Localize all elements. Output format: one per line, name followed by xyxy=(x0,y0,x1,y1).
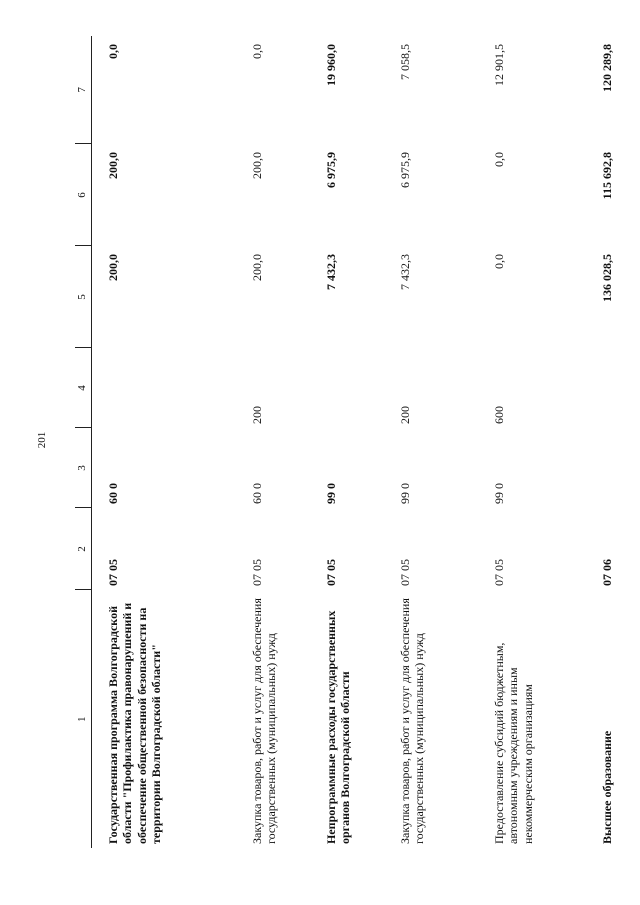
row-name: Непрограммные расходы государственных органов Волгоградской области xyxy=(324,610,353,844)
table-row xyxy=(394,36,478,848)
value-col7: 120 289,8 xyxy=(600,44,614,92)
value-col6: 115 692,8 xyxy=(600,152,614,200)
row-name: Высшее образование xyxy=(600,730,614,844)
value-col5: 7 432,3 xyxy=(398,254,412,290)
value-col7: 0,0 xyxy=(106,44,120,59)
value-col6: 200,0 xyxy=(250,152,264,179)
page-number: 201 xyxy=(36,431,48,449)
value-col5: 0,0 xyxy=(492,254,506,269)
value-col5: 200,0 xyxy=(250,254,264,281)
table-row xyxy=(478,36,592,848)
expense-type xyxy=(320,348,394,428)
rotated-table-container xyxy=(75,36,614,848)
row-name: Предоставление субсидий бюджетным, автономным учреждениям и иным некоммерческим организациям xyxy=(492,642,535,844)
value-col6: 6 975,9 xyxy=(324,152,338,188)
expense-type: 200 xyxy=(250,406,264,424)
column-header: 2 xyxy=(75,508,92,590)
expense-type: 600 xyxy=(492,406,506,424)
column-header: 7 xyxy=(75,36,92,144)
section-code: 07 05 xyxy=(492,559,506,586)
section-code: 07 05 xyxy=(324,559,338,586)
target-code: 60 0 xyxy=(106,483,120,504)
value-col7: 7 058,5 xyxy=(398,44,412,80)
value-col7: 0,0 xyxy=(250,44,264,59)
value-col7: 12 901,5 xyxy=(492,44,506,86)
section-code: 07 05 xyxy=(250,559,264,586)
section-code: 07 06 xyxy=(600,559,614,586)
budget-table xyxy=(75,36,640,848)
expense-type xyxy=(92,348,237,428)
target-code: 99 0 xyxy=(492,483,506,504)
column-header: 1 xyxy=(75,590,92,848)
column-header: 3 xyxy=(75,428,92,508)
value-col6: 200,0 xyxy=(106,152,120,179)
table-row xyxy=(592,36,640,848)
target-code: 99 0 xyxy=(324,483,338,504)
expense-type xyxy=(592,348,640,428)
table-row xyxy=(92,36,237,848)
value-col7: 19 960,0 xyxy=(324,44,338,86)
table-row xyxy=(320,36,394,848)
section-code: 07 05 xyxy=(106,559,120,586)
table-row xyxy=(236,36,320,848)
column-number-row xyxy=(75,36,92,848)
row-name: Закупка товаров, работ и услуг для обеспечения государственных (муниципальных) нужд xyxy=(398,598,427,844)
value-col6: 6 975,9 xyxy=(398,152,412,188)
column-header: 6 xyxy=(75,144,92,246)
row-name: Закупка товаров, работ и услуг для обеспечения государственных (муниципальных) нужд xyxy=(250,598,279,844)
value-col6: 0,0 xyxy=(492,152,506,167)
value-col5: 136 028,5 xyxy=(600,254,614,302)
row-name: Государственная программа Волгоградской области "Профилактика правонарушений и обеспечение общественной безопасности на территории Волгоградской области" xyxy=(106,602,164,844)
section-code: 07 05 xyxy=(398,559,412,586)
column-header: 5 xyxy=(75,246,92,348)
target-code xyxy=(592,428,640,508)
value-col5: 200,0 xyxy=(106,254,120,281)
column-header: 4 xyxy=(75,348,92,428)
value-col5: 7 432,3 xyxy=(324,254,338,290)
expense-type: 200 xyxy=(398,406,412,424)
target-code: 60 0 xyxy=(250,483,264,504)
target-code: 99 0 xyxy=(398,483,412,504)
